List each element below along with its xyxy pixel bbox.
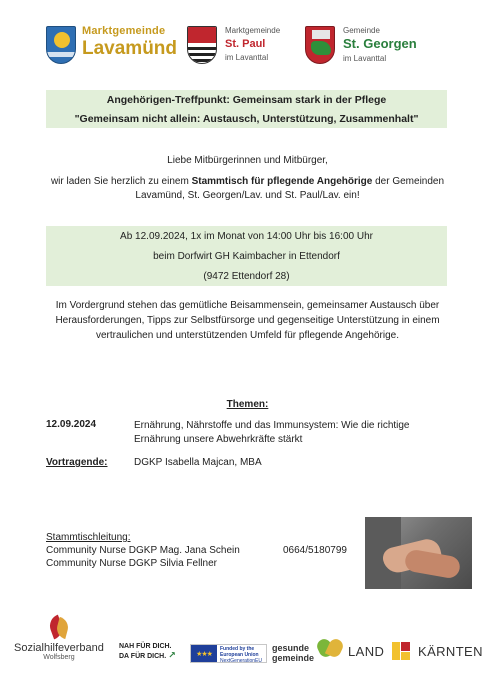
title-line-2: "Gemeinsam nicht allein: Austausch, Unterstützung, Zusammenhalt" [74, 113, 419, 125]
gesunde-line-1: gesunde [272, 643, 310, 653]
st-paul-label: Marktgemeinde [225, 26, 281, 35]
nah-line-2: DA FÜR DICH. [119, 652, 167, 660]
invitation-text-before: wir laden Sie herzlich zu einem [50, 175, 192, 187]
footer-logos [0, 610, 495, 670]
logo-lavamuend [46, 26, 177, 64]
gesunde-line-2: gemeinde [272, 653, 315, 664]
invitation-text-after: der Gemeinden Lavamünd, St. Georgen/Lav. und St. Paul/Lav. ein! [135, 175, 445, 201]
logo-eu-funding [190, 644, 267, 663]
nah-line-1: NAH FÜR DICH. [119, 643, 172, 650]
leitung-person-2: Community Nurse DGKP Silvia Fellner [46, 558, 217, 569]
logo-nah-fuer-dich [119, 643, 176, 661]
lavamuend-crest-icon [46, 26, 76, 64]
eu-line-3: NextGenerationEU [220, 657, 262, 664]
leitung-phone: 0664/5180799 [283, 545, 347, 556]
kaernten-label: KÄRNTEN [418, 644, 483, 659]
eu-line-1: Funded by the [220, 646, 255, 652]
holding-hands-photo [365, 517, 472, 589]
logo-st-georgen [305, 26, 417, 64]
event-where: beim Dorfwirt GH Kaimbacher in Ettendorf [153, 251, 340, 262]
leitung-heading: Stammtischleitung: [46, 532, 131, 543]
event-address: (9472 Ettendorf 28) [203, 271, 290, 282]
st-georgen-crest-icon [305, 26, 335, 64]
themen-date: 12.09.2024 [46, 419, 97, 430]
invitation [40, 154, 455, 204]
heart-icon [318, 639, 344, 659]
greeting: Liebe Mitbürgerinnen und Mitbürger, [167, 155, 328, 166]
st-paul-crest-icon [187, 26, 217, 64]
invitation-highlight: Stammtisch für pflegende Angehörige [191, 175, 373, 187]
sozialhilfeverband-name: Sozialhilfeverband [14, 642, 104, 654]
speaker-label: Vortragende: [46, 457, 108, 468]
logo-st-paul [187, 26, 280, 64]
st-georgen-label: Gemeinde [343, 26, 380, 35]
logo-sozialhilfeverband [14, 616, 104, 661]
st-paul-sub: im Lavanttal [225, 52, 269, 62]
st-paul-name: St. Paul [225, 38, 266, 51]
st-georgen-name: St. Georgen [343, 36, 417, 52]
title-line-1: Angehörigen-Treffpunkt: Gemeinsam stark in der Pflege [106, 94, 387, 106]
event-when: Ab 12.09.2024, 1x im Monat von 14:00 Uhr bis 16:00 Uhr [120, 231, 373, 242]
eu-line-2: European Union [220, 651, 259, 658]
leaf-icon [48, 616, 70, 640]
speaker-name: DGKP Isabella Majcan, MBA [134, 457, 262, 468]
description: Im Vordergrund stehen das gemütliche Beisammensein, gemeinsamer Austausch über Herausforderungen, Tipps zur Selbstfürsorge und gegenseitige Unterstützung in einem vertraulichen und unterstützenden Umfeld für pflegende Angehörige. [55, 300, 440, 341]
event-band [46, 226, 447, 286]
kaernten-flag-icon [392, 642, 410, 660]
eu-flag-icon: ★★★ [191, 645, 217, 662]
sozialhilfeverband-sub: Wolfsberg [43, 654, 75, 661]
title-band [46, 90, 447, 128]
lavamuend-label: Marktgemeinde [82, 25, 166, 37]
themen-topic: Ernährung, Nährstoffe und das Immunsystem: Wie die richtige Ernährung unsere Abwehrkräfte stärkt [134, 420, 410, 445]
st-georgen-sub: im Lavanttal [343, 54, 387, 64]
themen-heading: Themen: [226, 399, 269, 410]
arrow-icon: ↗ [168, 649, 176, 660]
land-label: LAND [348, 644, 385, 659]
logo-gesunde-gemeinde [272, 643, 314, 664]
invitation-text [40, 175, 455, 204]
lavamuend-name: Lavamünd [82, 38, 178, 59]
leitung-person-1: Community Nurse DGKP Mag. Jana Schein [46, 545, 240, 556]
